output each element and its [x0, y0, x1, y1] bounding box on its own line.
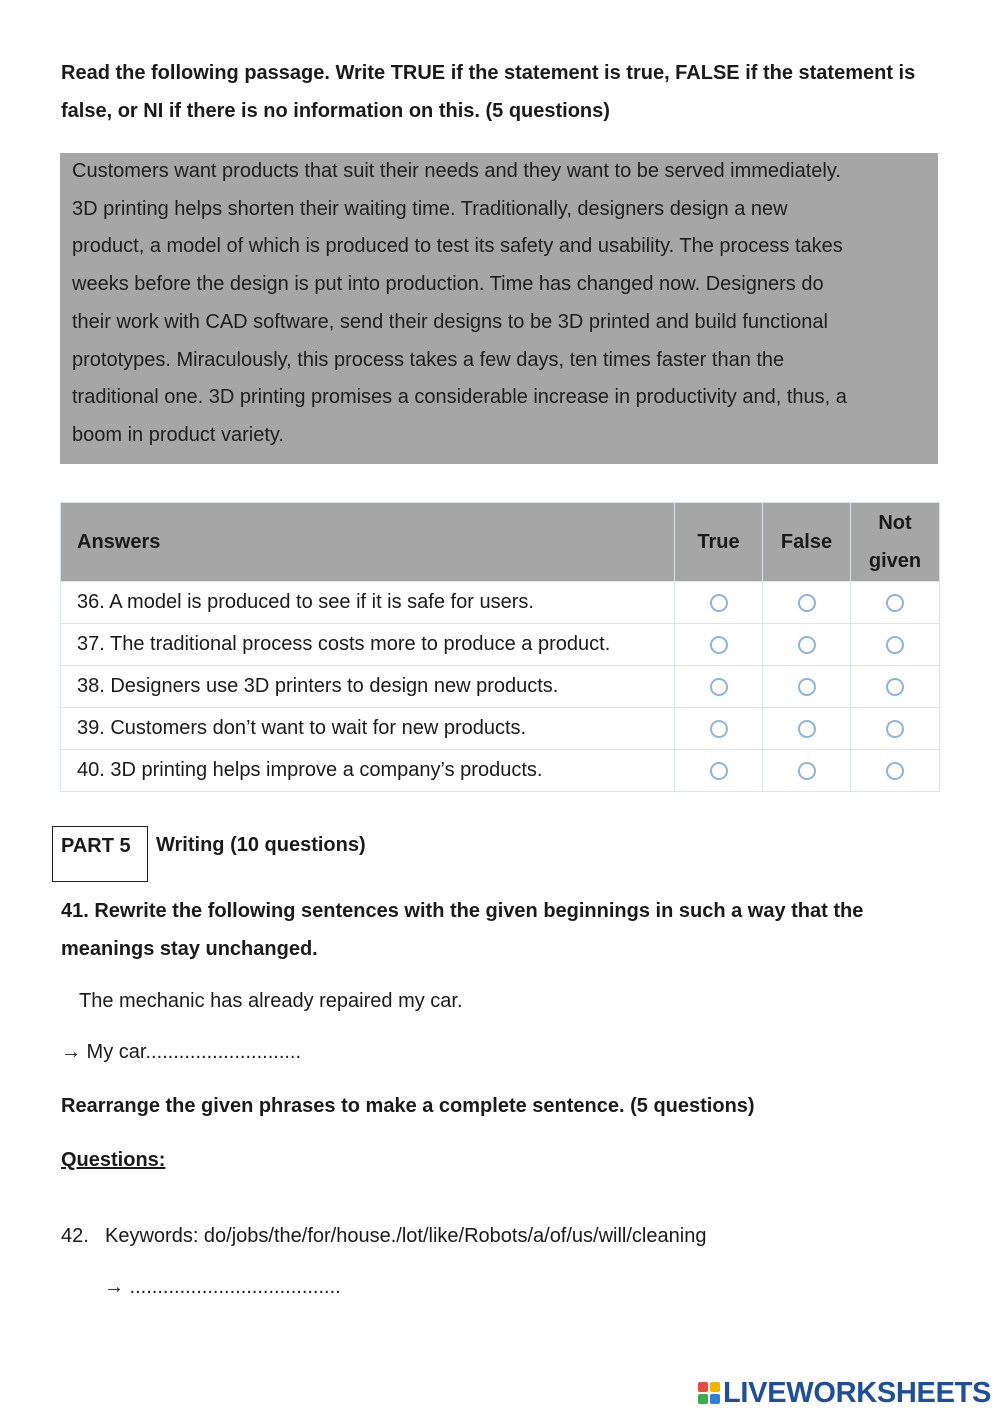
- passage-line: 3D printing helps shorten their waiting time. Traditionally, designers design a new: [72, 197, 788, 220]
- table-row: [61, 750, 940, 792]
- radio-39-true[interactable]: [710, 720, 728, 738]
- question-41-answer-line[interactable]: → My car............................: [61, 1041, 302, 1063]
- header-not-given: [851, 503, 940, 582]
- radio-39-false[interactable]: [798, 720, 816, 738]
- logo-square-yellow: [710, 1382, 720, 1392]
- passage-line: weeks before the design is put into production. Time has changed now. Designers do: [72, 273, 824, 296]
- statement-40: 40. 3D printing helps improve a company’s products.: [61, 750, 675, 792]
- answer-table-header: [61, 503, 940, 582]
- passage-line: boom in product variety.: [72, 423, 284, 446]
- logo-mark-icon: [698, 1382, 720, 1404]
- rearrange-instruction: Rearrange the given phrases to make a complete sentence. (5 questions): [61, 1095, 755, 1117]
- liveworksheets-logo: [698, 1375, 991, 1411]
- instructions: Read the following passage. Write TRUE if the statement is true, FALSE if the statement is false, or NI if there is no information on this. (5 questions): [61, 62, 916, 122]
- question-41-instruction: 41. Rewrite the following sentences with the given beginnings in such a way that the meanings stay unchanged.: [61, 900, 864, 960]
- radio-40-not-given[interactable]: [886, 762, 904, 780]
- radio-39-not-given[interactable]: [886, 720, 904, 738]
- logo-text: LIVEWORKSHEETS: [723, 1376, 992, 1409]
- radio-40-true[interactable]: [710, 762, 728, 780]
- question-42: [61, 1225, 706, 1248]
- radio-36-false[interactable]: [798, 594, 816, 612]
- header-answers: Answers: [61, 503, 675, 582]
- passage-line: product, a model of which is produced to test its safety and usability. The process takes: [72, 235, 843, 258]
- logo-square-blue: [710, 1394, 720, 1404]
- radio-37-true[interactable]: [710, 636, 728, 654]
- radio-36-not-given[interactable]: [886, 594, 904, 612]
- passage-line: prototypes. Miraculously, this process takes a few days, ten times faster than the: [72, 348, 785, 371]
- header-not-given-line2: given: [868, 550, 922, 572]
- logo-square-green: [698, 1394, 708, 1404]
- statement-37: 37. The traditional process costs more to produce a product.: [61, 624, 675, 666]
- radio-38-true[interactable]: [710, 678, 728, 696]
- question-42-keywords: Keywords: do/jobs/the/for/house./lot/like/Robots/a/of/us/will/cleaning: [105, 1225, 707, 1247]
- radio-40-false[interactable]: [798, 762, 816, 780]
- table-row: [61, 624, 940, 666]
- statement-38: 38. Designers use 3D printers to design new products.: [61, 666, 675, 708]
- passage-line: traditional one. 3D printing promises a considerable increase in productivity and, thus, a: [72, 386, 847, 409]
- logo-square-red: [698, 1382, 708, 1392]
- question-42-number: 42.: [61, 1225, 89, 1247]
- statement-36: 36. A model is produced to see if it is safe for users.: [61, 582, 675, 624]
- answer-table: [60, 502, 940, 792]
- header-false: False: [763, 503, 851, 582]
- table-row: [61, 666, 940, 708]
- table-row: [61, 582, 940, 624]
- part-title: Writing (10 questions): [156, 834, 366, 856]
- table-row: [61, 708, 940, 750]
- radio-38-false[interactable]: [798, 678, 816, 696]
- radio-36-true[interactable]: [710, 594, 728, 612]
- radio-37-not-given[interactable]: [886, 636, 904, 654]
- header-not-given-line1: Not: [878, 512, 912, 534]
- passage-line: Customers want products that suit their needs and they want to be served immediately.: [72, 160, 841, 182]
- radio-38-not-given[interactable]: [886, 678, 904, 696]
- question-42-answer-line[interactable]: → ......................................: [104, 1276, 341, 1298]
- passage-line: their work with CAD software, send their designs to be 3D printed and build functional: [72, 310, 828, 333]
- header-true: True: [675, 503, 763, 582]
- radio-37-false[interactable]: [798, 636, 816, 654]
- reading-passage: [60, 153, 938, 464]
- part-label: PART 5: [52, 826, 148, 882]
- questions-heading: Questions:: [61, 1149, 166, 1171]
- question-41-sentence: The mechanic has already repaired my car.: [79, 990, 463, 1012]
- statement-39: 39. Customers don’t want to wait for new products.: [61, 708, 675, 750]
